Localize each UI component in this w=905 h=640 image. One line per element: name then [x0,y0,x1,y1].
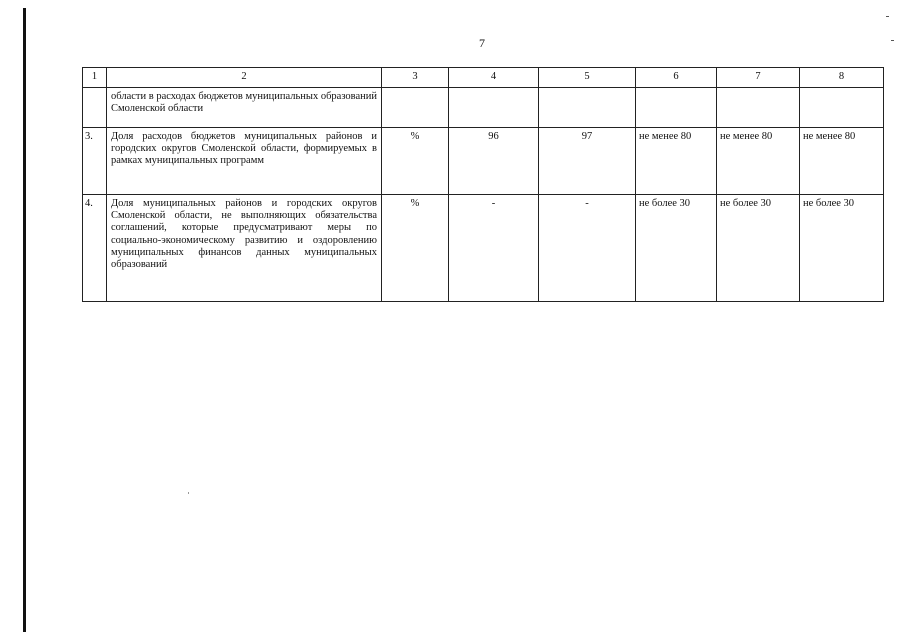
table-row [83,88,884,128]
indicator-name: Доля расходов бюджетов муниципальных районов и городских округов Смоленской области, формируемых в рамках муниципальных программ [107,128,382,195]
row-number: 4. [83,195,107,302]
target-cell: не менее 80 [717,128,800,195]
value-cell: 97 [539,128,636,195]
scan-speck [886,16,889,17]
scan-speck [891,40,894,41]
table-row [83,195,884,302]
target-cell [636,88,717,128]
unit-cell [382,88,449,128]
column-number-2: 2 [107,68,382,88]
page-binding-edge [23,8,26,632]
column-number-5: 5 [539,68,636,88]
target-cell: не более 30 [636,195,717,302]
target-cell: не более 30 [717,195,800,302]
target-cell: не более 30 [800,195,884,302]
column-number-7: 7 [717,68,800,88]
value-cell: - [449,195,539,302]
target-cell: не менее 80 [800,128,884,195]
target-cell [800,88,884,128]
indicator-name: области в расходах бюджетов муниципальных образований Смоленской области [107,88,382,128]
row-number: 3. [83,128,107,195]
scan-speck [188,492,189,494]
table-header-row [83,68,884,88]
value-cell: - [539,195,636,302]
unit-cell: % [382,195,449,302]
column-number-6: 6 [636,68,717,88]
value-cell [539,88,636,128]
unit-cell: % [382,128,449,195]
column-number-3: 3 [382,68,449,88]
indicator-name: Доля муниципальных районов и городских округов Смоленской области, не выполняющих обязательства соглашений, которые предусматривают меры по социально-экономическому развитию и оздоровлению муниципальных финансов данных муниципальных образований [107,195,382,302]
page-number: 7 [479,36,485,50]
column-number-4: 4 [449,68,539,88]
row-number [83,88,107,128]
table-row [83,128,884,195]
indicators-table [82,67,884,302]
value-cell: 96 [449,128,539,195]
column-number-8: 8 [800,68,884,88]
target-cell [717,88,800,128]
value-cell [449,88,539,128]
column-number-1: 1 [83,68,107,88]
target-cell: не менее 80 [636,128,717,195]
